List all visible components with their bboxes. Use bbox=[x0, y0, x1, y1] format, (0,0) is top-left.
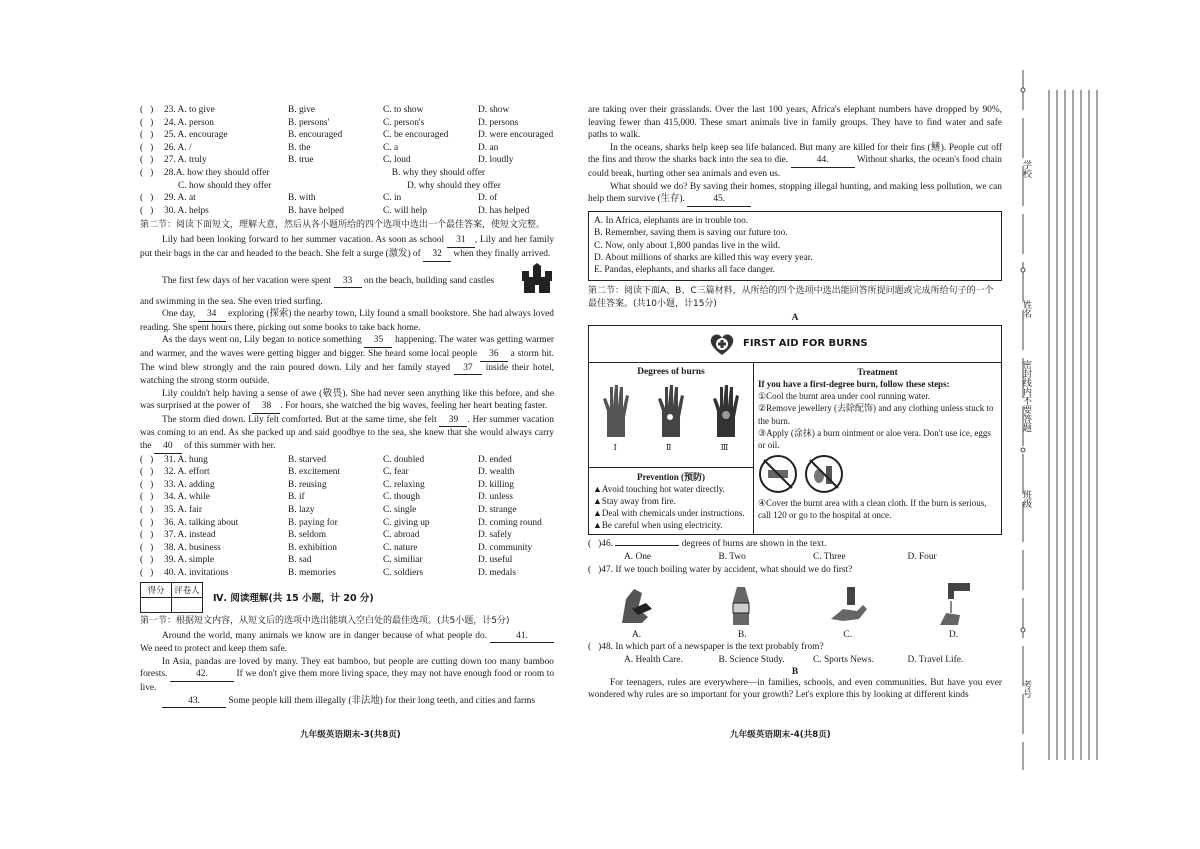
option-c: C. relaxing bbox=[383, 479, 425, 490]
heart-cross-icon bbox=[709, 332, 735, 356]
option-b: B. with bbox=[288, 193, 316, 204]
option-d: D. strange bbox=[478, 505, 517, 516]
option-b: B. lazy bbox=[288, 505, 315, 516]
blank-35[interactable]: 35 bbox=[364, 334, 392, 348]
question-46-options: A. One B. Two C. Three D. Four bbox=[624, 551, 937, 562]
option-c: C. doubled bbox=[383, 454, 425, 465]
hand-ointment-icon bbox=[823, 579, 873, 629]
question-row bbox=[140, 542, 554, 555]
blank-44[interactable]: 44. bbox=[791, 154, 855, 168]
question-47-labels: A. B. C. D. bbox=[632, 629, 958, 640]
answer-bracket[interactable]: ( ) bbox=[140, 142, 154, 153]
section1-heading: 第一节：根据短文内容，从短文后的选项中选出能填入空白处的最佳选项。(共5小题，计5分) bbox=[140, 615, 510, 626]
option-c: C. person's bbox=[383, 117, 425, 128]
hand-icon bbox=[599, 381, 633, 439]
section2-heading: 第二节：阅读下面短文，理解大意，然后从各小题所给的四个选项中选出一个最佳答案，使短文完整。 bbox=[140, 220, 546, 231]
option-d: D. an bbox=[478, 142, 499, 153]
cloze-options-31-40 bbox=[140, 454, 554, 580]
option-a: 39. A. simple bbox=[164, 555, 215, 566]
option-d: D. wealth bbox=[478, 467, 515, 478]
question-row bbox=[140, 554, 554, 567]
left-page bbox=[140, 104, 554, 708]
option-b: B. sad bbox=[288, 555, 312, 566]
option-b: B. paying for bbox=[288, 517, 338, 528]
answer-bracket[interactable]: ( ) bbox=[140, 454, 154, 465]
prevention: Prevention (预防) ▲Avoid touching hot water directly. ▲Stay away from fire. ▲Deal with chemicals under instructions. ▲Be careful when using electricity. bbox=[593, 471, 745, 530]
score-table: 得分 评卷人 bbox=[140, 582, 203, 613]
option-a: 31. A. hung bbox=[164, 454, 208, 465]
reading-paragraph-5: What should we do? By saving their homes, stopping illegal hunting, and making less pollution, we can help them survive (生存). 45. bbox=[588, 181, 1002, 207]
blank-38[interactable]: 38 bbox=[252, 400, 280, 414]
option-b: B. encouraged bbox=[288, 130, 343, 141]
option-b: B. have helped bbox=[288, 205, 344, 216]
score-box bbox=[140, 582, 554, 613]
hand-wiping-icon bbox=[612, 579, 662, 629]
blank-43[interactable]: 43. bbox=[162, 695, 226, 709]
question-row bbox=[140, 192, 554, 205]
option-a: 24. A. person bbox=[164, 117, 214, 128]
option-c: C. Now, only about 1,800 pandas live in the wild. bbox=[594, 240, 781, 251]
option-a: 38. A. business bbox=[164, 542, 221, 553]
passage-paragraph-1: Lily had been looking forward to her summer vacation. As soon as school 31 , Lily and her family put their bags in the car and headed to the beach. She felt a surge (激发) of 32 when they finally arrived. bbox=[140, 234, 554, 261]
question-row bbox=[140, 454, 554, 467]
question-row bbox=[140, 479, 554, 492]
passage-paragraph-4: As the days went on, Lily began to notice something 35 happening. The water was getting warmer and warmer, and the waves were getting bigger and bigger. She heard some local people 36 a storm hit. The wind blew strongly and the rain poured down. Lily and her family stayed 37 inside their hotel, watching the strong storm outside. bbox=[140, 335, 555, 387]
option-b: B. seldom bbox=[288, 530, 327, 541]
option-b: B. the bbox=[288, 142, 311, 153]
answer-bracket[interactable]: ( ) bbox=[140, 205, 154, 216]
section2-heading-right: 第二节：阅读下面A、B、C三篇材料，从所给的四个选项中选出能回答所提问题或完成所给句子的一个最佳答案。(共10小题，计15分) bbox=[588, 285, 994, 309]
option-c: C. soldiers bbox=[383, 568, 424, 578]
left-page-footer: 九年级英语期末-3(共8页) bbox=[300, 730, 401, 740]
question-row bbox=[140, 491, 554, 504]
option-c: C. a bbox=[383, 142, 399, 153]
answer-blank-46[interactable] bbox=[615, 545, 679, 546]
question-row bbox=[140, 504, 554, 517]
degrees-of-burns: Degrees of burns Ⅰ Ⅱ Ⅲ bbox=[589, 363, 753, 468]
option-d: D. community bbox=[478, 542, 533, 553]
option-b: B. reusing bbox=[288, 479, 327, 490]
option-a: 35. A. fair bbox=[164, 505, 203, 516]
option-e: E. Pandas, elephants, and sharks all face danger. bbox=[594, 265, 775, 276]
blank-34[interactable]: 34 bbox=[198, 308, 226, 322]
question-row bbox=[140, 517, 554, 530]
right-page-footer: 九年级英语期末-4(共8页) bbox=[730, 730, 831, 740]
question-row bbox=[140, 104, 554, 117]
cloze-options-23-27 bbox=[140, 104, 554, 167]
grader-cell[interactable] bbox=[172, 597, 203, 612]
answer-bracket[interactable]: ( ) bbox=[140, 130, 154, 141]
option-c: C. will help bbox=[383, 205, 428, 216]
question-28: ( ) 28 . A. how they should offer B. why they should offer bbox=[140, 167, 486, 178]
option-d: D. useful bbox=[478, 555, 513, 566]
passage-b-paragraph: For teenagers, rules are everywhere—in families, schools, and even communities. But have you ever wondered why rules are so important for your growth? Let's explore this by looking at different kinds bbox=[588, 677, 1002, 701]
option-c: C. nature bbox=[383, 542, 418, 553]
option-d: D. unless bbox=[478, 492, 513, 503]
option-b: B. if bbox=[288, 492, 305, 503]
question-47-pictures bbox=[588, 579, 1002, 629]
option-d: D. of bbox=[478, 193, 498, 204]
answer-bracket[interactable]: ( ) bbox=[140, 530, 154, 541]
question-row bbox=[140, 142, 554, 155]
question-row bbox=[140, 567, 554, 580]
option-a: 29. A. at bbox=[164, 193, 196, 204]
passage-paragraph-6: The storm died down. Lily felt comforted. But at the same time, she felt 39 . Her summer vacation was coming to an end. As she packed up and said goodbye to the sea, she knew that she would always carry the 40 of this summer with her. bbox=[140, 414, 554, 454]
option-a: 36. A. talking about bbox=[164, 517, 239, 528]
option-d: D. ended bbox=[478, 454, 512, 465]
binding-label-name: 姓名 bbox=[1021, 300, 1031, 318]
question-row bbox=[140, 129, 554, 142]
option-a: A. In Africa, elephants are in trouble too. bbox=[594, 215, 749, 226]
option-d: D. About millions of sharks are killed this way every year. bbox=[594, 252, 813, 263]
option-d: D. medals bbox=[478, 568, 517, 578]
answer-bracket[interactable]: ( ) bbox=[140, 479, 154, 490]
blank-33[interactable]: 33 bbox=[334, 275, 362, 289]
option-b: B. starved bbox=[288, 454, 327, 465]
question-48: ( )48. In which part of a newspaper is the text probably from? bbox=[588, 641, 824, 652]
option-c: C. loud bbox=[383, 155, 411, 166]
treatment: Treatment If you have a first-degree burn, follow these steps: ①Cool the burnt area under cool running water. ②Remove jewellery (去除配饰) and any clothing unless stuck to the burn. ③Apply (涂抹) a burn ointment or aloe vera. Don't use ice, eggs or oil. ④Cover the burnt area with a clean cloth. If the burn is serious, call 120 or go to the hospital at once. bbox=[758, 366, 994, 521]
option-c: C. giving up bbox=[383, 517, 430, 528]
option-a: 23. A. to give bbox=[164, 105, 215, 115]
no-eggs-oil-icon bbox=[804, 454, 844, 494]
option-a: 30. A. helps bbox=[164, 205, 209, 216]
blank-45[interactable]: 45. bbox=[687, 193, 751, 207]
passage-paragraph-2-line: The first few days of her vacation were spent 33 on the beach, building sand castles bbox=[140, 262, 554, 296]
option-c: C. abroad bbox=[383, 530, 420, 541]
blank-41[interactable]: 41. bbox=[490, 630, 554, 644]
answer-bracket[interactable]: ( ) bbox=[140, 517, 154, 528]
passage-paragraph-2-end: and swimming in the sea. She even tried surfing. bbox=[140, 296, 323, 307]
option-d: D. has helped bbox=[478, 205, 530, 216]
passage-b-label: B bbox=[791, 666, 799, 677]
option-b: B. Remember, saving them is saving our future too. bbox=[594, 228, 788, 239]
binding-label-school: 学校 bbox=[1021, 160, 1031, 178]
hand-icon bbox=[654, 381, 688, 439]
option-b: B. persons' bbox=[288, 117, 330, 128]
right-page bbox=[588, 104, 1002, 702]
question-row bbox=[140, 466, 554, 479]
question-row bbox=[140, 529, 554, 542]
option-d: D. coming round bbox=[478, 517, 542, 528]
reading-paragraph-4: In the oceans, sharks help keep sea life balanced. But many are killed for their fins (鳍). People cut off the fins and throw the sharks back into the sea to die. 44. Without sharks, the ocean's food chain could break, hurting other sea animals and even us. bbox=[588, 142, 1002, 179]
question-row bbox=[140, 117, 554, 130]
answer-bracket[interactable]: ( ) bbox=[140, 568, 154, 578]
binding-label-class: 班级 bbox=[1021, 490, 1031, 508]
option-d: D. persons bbox=[478, 117, 519, 128]
option-a: 26. A. / bbox=[164, 142, 192, 153]
option-d: D. loudly bbox=[478, 155, 514, 166]
answer-bracket[interactable]: ( ) bbox=[140, 542, 154, 553]
option-c: C. to show bbox=[383, 105, 424, 115]
option-b: B. give bbox=[288, 105, 316, 115]
blank-39[interactable]: 39 bbox=[439, 414, 467, 428]
reading-paragraph-3-cont: are taking over their grasslands. Over the last 100 years, Africa's elephant numbers have dropped by 90%, leaving fewer than 415,000. These smart animals live in family groups. They have to find water and safe paths to walk. bbox=[588, 105, 1002, 141]
reading-paragraph-3: 43. Some people kill them illegally (非法地) for their long teeth, and cities and farms bbox=[140, 695, 554, 709]
blank-32[interactable]: 32 bbox=[423, 248, 451, 262]
binding-label-exam-no: 考号 bbox=[1021, 680, 1031, 698]
no-ice-icon bbox=[758, 454, 798, 494]
blank-37[interactable]: 37 bbox=[454, 362, 482, 376]
first-aid-header: FIRST AID FOR BURNS bbox=[589, 326, 1001, 363]
passage-paragraph-3: One day, 34 exploring (探索) the nearby town, Lily found a small bookstore. She had always loved reading. She spent hours there, picking out some books to take back home. bbox=[140, 309, 554, 333]
option-a: 34. A. while bbox=[164, 492, 210, 503]
question-row bbox=[140, 205, 554, 218]
passage-paragraph-5: Lily couldn't help having a sense of awe (敬畏). She had never seen anything like this before, and she was surprised at the power of 38 . For hours, she watched the big waves, feeling her heart beating faster. bbox=[140, 388, 554, 414]
option-a: 27. A. truly bbox=[164, 155, 207, 166]
option-d: D. safely bbox=[478, 530, 512, 541]
answer-bracket[interactable]: ( ) bbox=[140, 505, 154, 516]
option-a: 33. A. adding bbox=[164, 479, 215, 490]
answer-bracket[interactable]: ( ) bbox=[140, 155, 154, 166]
part4-title: Ⅳ. 阅读理解(共 15 小题，计 20 分) bbox=[213, 592, 374, 604]
answer-bracket[interactable]: ( ) bbox=[140, 193, 154, 204]
hand-bandage-icon bbox=[717, 579, 767, 629]
option-c: C. though bbox=[383, 492, 420, 503]
option-c: C. single bbox=[383, 505, 417, 516]
question-46: ( )46. degrees of burns are shown in the text. bbox=[588, 538, 827, 549]
answer-bracket[interactable]: ( ) bbox=[140, 555, 154, 566]
question-47: ( )47. If we touch boiling water by accident, what should we do first? bbox=[588, 564, 853, 575]
option-c: C. in bbox=[383, 193, 402, 204]
option-d: D. were encouraged bbox=[478, 130, 554, 141]
option-a: 25. A. encourage bbox=[164, 130, 228, 141]
option-b: B. excitement bbox=[288, 467, 341, 478]
answer-bracket[interactable]: ( ) bbox=[140, 467, 154, 478]
blank-36[interactable]: 36 bbox=[480, 348, 508, 362]
option-b: B. exhibition bbox=[288, 542, 337, 553]
question-28-row2: C. how should they offer D. why should they offer bbox=[178, 180, 501, 191]
reading-paragraph-1: Around the world, many animals we know are in danger because of what people do. 41. We need to protect and keep them safe. bbox=[140, 630, 554, 656]
reading-paragraph-2: In Asia, pandas are loved by many. They eat bamboo, but people are cutting down too many bamboo forests. 42. If we don't give them more living space, they may not have enough food or room to live. bbox=[140, 656, 555, 693]
binding-notice: 密封线内不要答题 bbox=[1021, 360, 1031, 432]
passage-a-label: A bbox=[791, 312, 799, 323]
option-c: C. fear bbox=[383, 467, 409, 478]
answer-bracket[interactable]: ( ) bbox=[140, 105, 154, 115]
option-b: B. memories bbox=[288, 568, 336, 578]
cloze-options-29-30 bbox=[140, 192, 554, 217]
option-c: C. similiar bbox=[383, 555, 423, 566]
question-48-options: A. Health Care. B. Science Study. C. Sports News. D. Travel Life. bbox=[624, 654, 964, 665]
blank-42[interactable]: 42. bbox=[170, 668, 234, 682]
answer-bracket[interactable]: ( ) bbox=[140, 492, 154, 503]
answer-bracket[interactable]: ( ) bbox=[140, 117, 154, 128]
option-c: C. be encouraged bbox=[383, 130, 449, 141]
hand-icon bbox=[709, 381, 743, 439]
blank-31[interactable]: 31 bbox=[447, 234, 475, 248]
option-a: 40. A. invitations bbox=[164, 568, 229, 578]
option-d: D. show bbox=[478, 105, 510, 115]
score-cell[interactable] bbox=[141, 597, 172, 612]
option-a: 32. A. effort bbox=[164, 467, 210, 478]
option-d: D. killing bbox=[478, 479, 514, 490]
option-b: B. true bbox=[288, 155, 314, 166]
faucet-water-icon bbox=[928, 579, 978, 629]
options-box bbox=[588, 211, 1002, 281]
sand-castle-icon bbox=[520, 263, 554, 295]
option-a: 37. A. instead bbox=[164, 530, 216, 541]
question-row bbox=[140, 154, 554, 167]
first-aid-infographic bbox=[588, 325, 1002, 535]
blank-40[interactable]: 40 bbox=[154, 440, 182, 454]
